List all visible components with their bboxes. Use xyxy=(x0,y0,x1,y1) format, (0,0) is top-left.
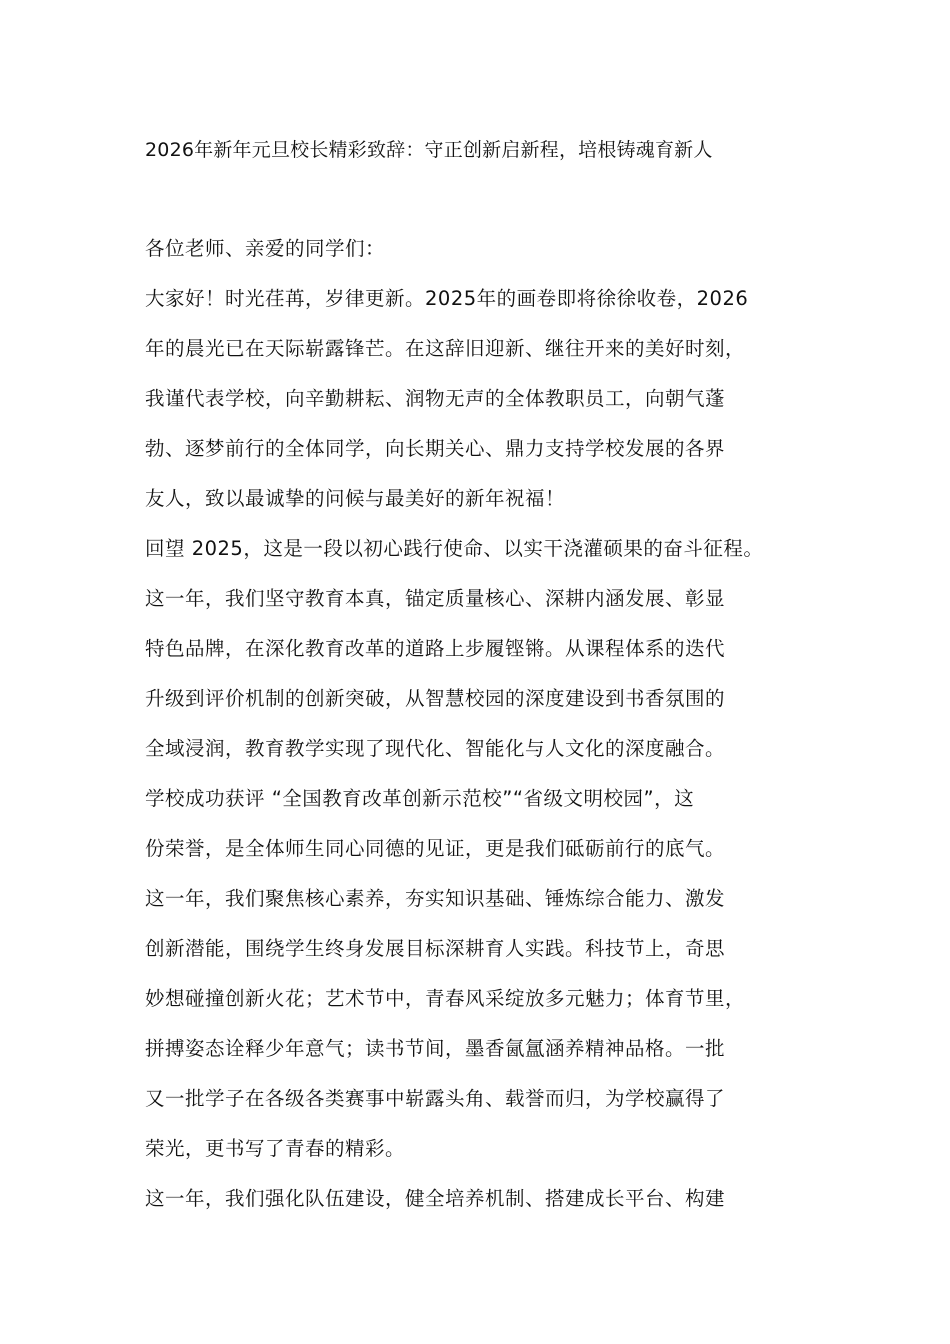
text-line: 学校成功获评 “全国教育改革创新示范校”“省级文明校园”，这 xyxy=(145,787,695,810)
text-line: 又一批学子在各级各类赛事中崭露头角、载誉而归，为学校赢得了 xyxy=(145,1087,726,1110)
text-line: 创新潜能，围绕学生终身发展目标深耕育人实践。科技节上，奇思 xyxy=(145,937,726,960)
text-line: 份荣誉，是全体师生同心同德的见证，更是我们砥砺前行的底气。 xyxy=(145,837,726,860)
text-line: 妙想碰撞创新火花；艺术节中，青春风采绽放多元魅力；体育节里， xyxy=(145,987,746,1010)
text-line: 这一年，我们聚焦核心素养，夯实知识基础、锤炼综合能力、激发 xyxy=(145,887,726,910)
text-line: 荣光，更书写了青春的精彩。 xyxy=(145,1137,406,1160)
text-line: 特色品牌，在深化教育改革的道路上步履铿锵。从课程体系的迭代 xyxy=(145,637,726,660)
document-body xyxy=(145,232,815,1232)
text-line: 全域浸润，教育教学实现了现代化、智能化与人文化的深度融合。 xyxy=(145,737,726,760)
text-line: 年的晨光已在天际崭露锋芒。在这辞旧迎新、继往开来的美好时刻， xyxy=(145,337,746,360)
text-line: 这一年，我们强化队伍建设，健全培养机制、搭建成长平台、构建 xyxy=(145,1187,726,1210)
text-line: 各位老师、亲爱的同学们： xyxy=(145,237,386,260)
text-line: 拼搏姿态诠释少年意气；读书节间，墨香氤氲涵养精神品格。一批 xyxy=(145,1037,726,1060)
text-line: 我谨代表学校，向辛勤耕耘、润物无声的全体教职员工，向朝气蓬 xyxy=(145,387,726,410)
text-line: 回望 2025，这是一段以初心践行使命、以实干浇灌硕果的奋斗征程。 xyxy=(145,537,764,560)
text-line: 升级到评价机制的创新突破，从智慧校园的深度建设到书香氛围的 xyxy=(145,687,726,710)
text-line: 友人，致以最诚挚的问候与最美好的新年祝福！ xyxy=(145,487,566,510)
text-line: 勃、逐梦前行的全体同学，向长期关心、鼎力支持学校发展的各界 xyxy=(145,437,726,460)
text-line: 大家好！时光荏苒，岁律更新。2025年的画卷即将徐徐收卷，2026 xyxy=(145,287,749,310)
text-line: 这一年，我们坚守教育本真，锚定质量核心、深耕内涵发展、彰显 xyxy=(145,587,726,610)
document-title: 2026年新年元旦校长精彩致辞：守正创新启新程，培根铸魂育新人 xyxy=(145,139,713,161)
